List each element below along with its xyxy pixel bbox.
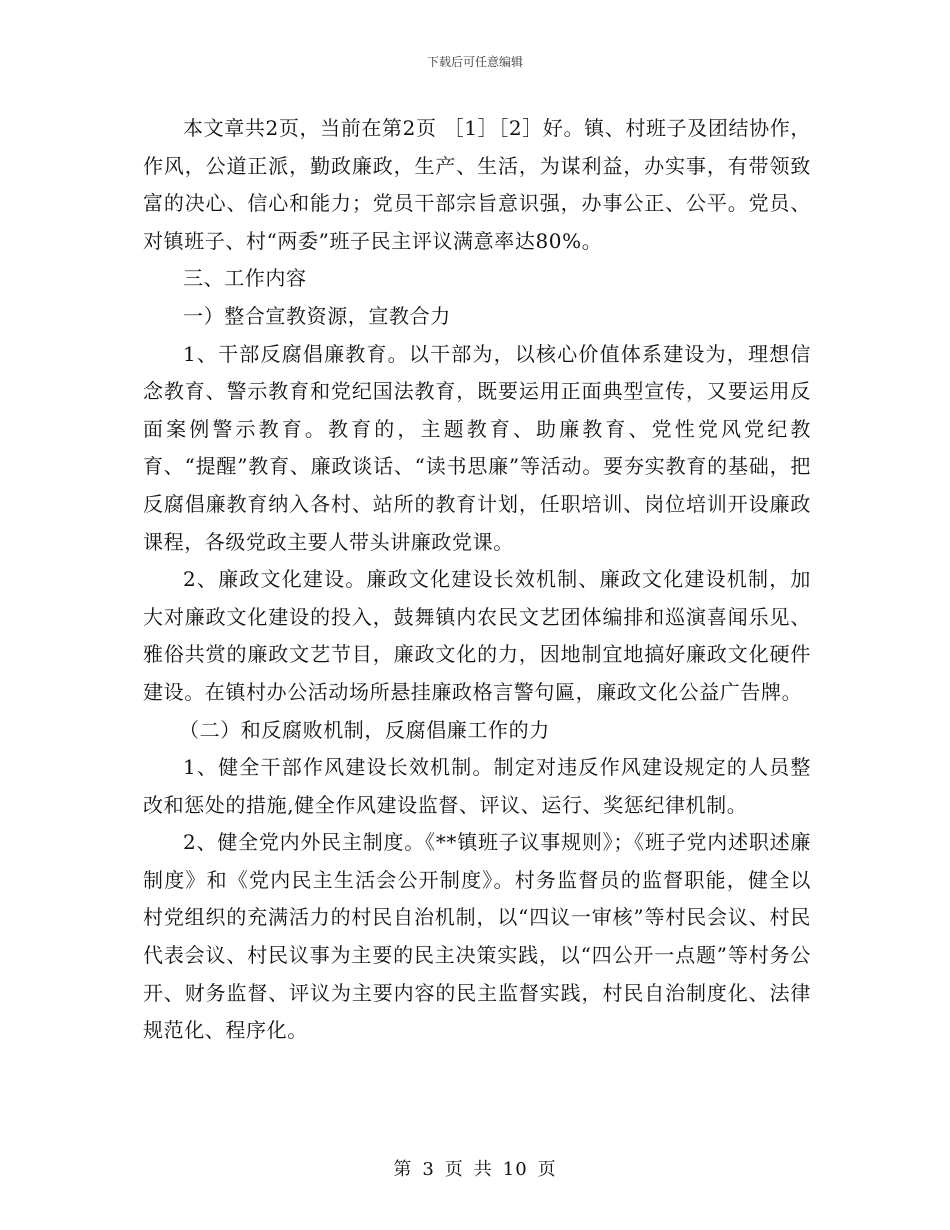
document-body <box>143 110 811 1050</box>
current-page-number: 3 <box>422 1159 435 1180</box>
paragraph-culture-building: 2、廉政文化建设。廉政文化建设长效机制、廉政文化建设机制，加大对廉政文化建设的投入，鼓舞镇内农民文艺团体编排和巡演喜闻乐见、雅俗共赏的廉政文艺节目，廉政文化的力，因地制宜地搞好廉政文化硬件建设。在镇村办公活动场所悬挂廉政格言警句匾，廉政文化公益广告牌。 <box>143 567 811 704</box>
page-header: 下载后可任意编辑 <box>426 55 523 69</box>
paragraph-democracy-system: 2、健全党内外民主制度。《**镇班子议事规则》；《班子党内述职述廉制度》和《党内民主生活会公开制度》。村务监督员的监督职能，健全以村党组织的充满活力的村民自治机制，以“四议一审核”等村民会议、村民代表会议、村民议事为主要的民主决策实践，以“四公开一点题”等村务公开、财务监督、评议为主要内容的民主监督实践，村民自治制度化、法律规范化、程序化。 <box>143 830 811 1043</box>
paragraph-work-style-mechanism: 1、健全干部作风建设长效机制。制定对违反作风建设规定的人员整改和惩处的措施,健全作风建设监督、评议、运行、奖惩纪律机制。 <box>143 755 811 817</box>
subsection-heading-1: 一）整合宣教资源，宣教合力 <box>183 303 451 328</box>
subsection-heading-2: （二）和反腐败机制，反腐倡廉工作的力 <box>179 717 550 742</box>
paragraph-anticorruption-education: 1、干部反腐倡廉教育。以干部为，以核心价值体系建设为，理想信念教育、警示教育和党纪国法教育，既要运用正面典型宣传，又要运用反面案例警示教育。教育的，主题教育、助廉教育、党性党风党纪教育、“提醒”教育、廉政谈话、“读书思廉”等活动。要夯实教育的基础，把反腐倡廉教育纳入各村、站所的教育计划，任职培训、岗位培训开设廉政课程，各级党政主要人带头讲廉政党课。 <box>143 341 811 554</box>
footer-gong: 共 <box>473 1159 493 1180</box>
total-pages: 10 <box>502 1159 528 1180</box>
footer-di: 第 <box>393 1159 413 1180</box>
page-footer <box>0 1155 950 1181</box>
footer-ye: 页 <box>444 1159 464 1180</box>
paragraph-intro: 本文章共2页，当前在第2页 ［1］［2］好。镇、村班子及团结协作，作风，公道正派，勤政廉政，生产、生活，为谋利益，办实事，有带领致富的决心、信心和能力；党员干部宗旨意识强，办事公正、公平。党员、对镇班子、村“两委”班子民主评议满意率达80%。 <box>143 116 811 253</box>
section-heading-work-content: 三、工作内容 <box>183 266 307 291</box>
footer-ye-2: 页 <box>537 1159 557 1180</box>
